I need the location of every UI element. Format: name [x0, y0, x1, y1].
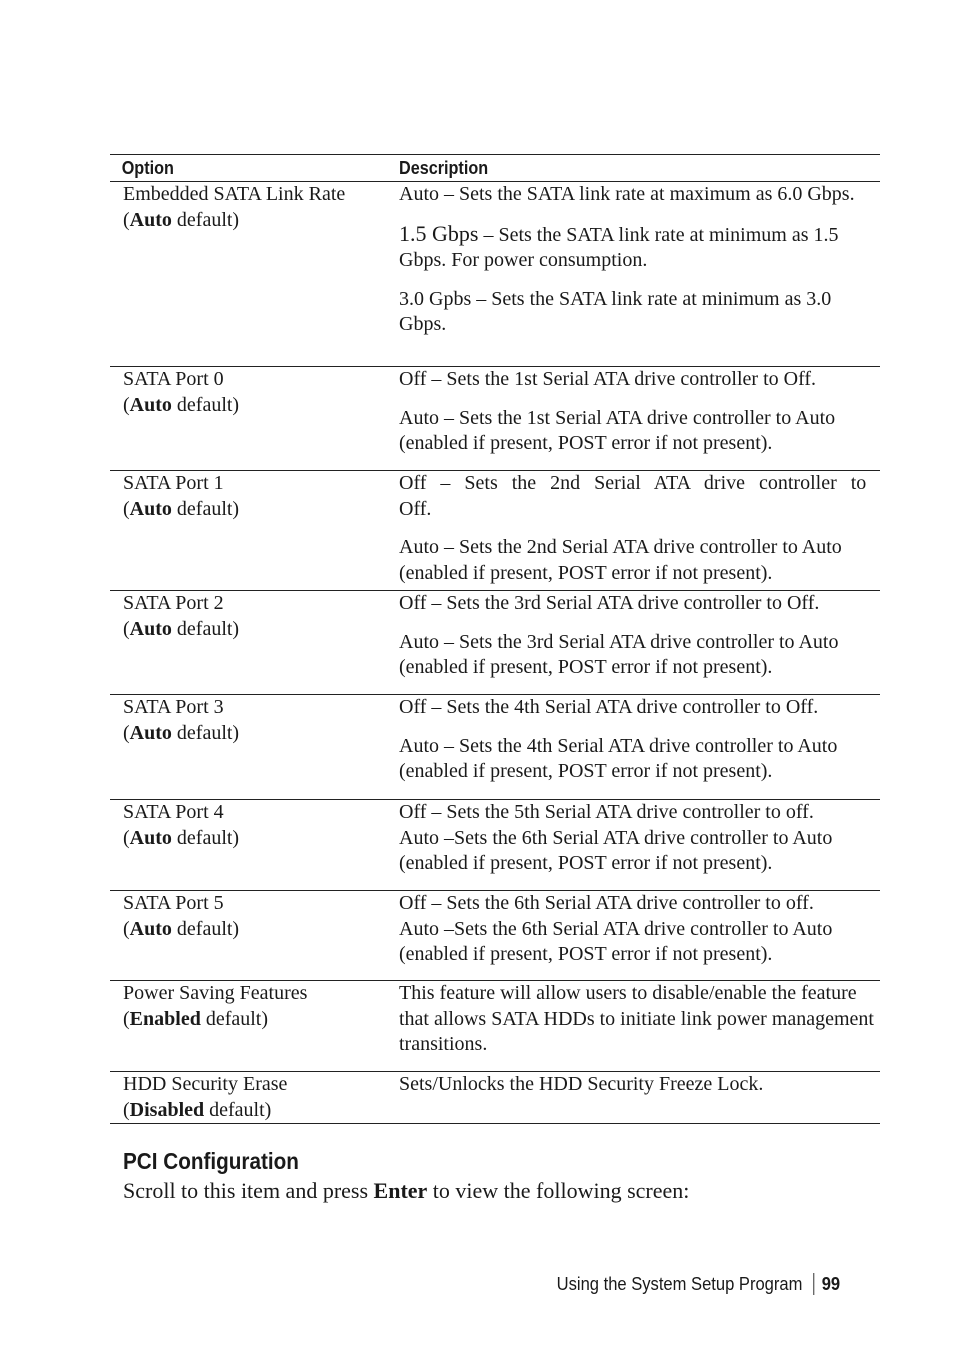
- table-row: [110, 1072, 880, 1124]
- default-suffix: default): [205, 1007, 269, 1030]
- option-cell: [110, 891, 399, 980]
- default-value: Enabled: [129, 1007, 201, 1030]
- description-cell: [399, 1072, 880, 1123]
- description-line: Sets/Unlocks the HDD Security Freeze Lock.: [399, 1073, 764, 1095]
- option-default: (Auto default): [123, 497, 240, 520]
- description-lead: 1.5 Gbps: [399, 220, 479, 246]
- description-line: Off – Sets the 6th Serial ATA drive controller to off.: [399, 892, 814, 914]
- page-number: 99: [821, 1274, 840, 1294]
- option-name: Power Saving Features: [123, 982, 308, 1004]
- description-cell: [399, 800, 880, 890]
- default-value: Auto: [129, 721, 172, 744]
- description-cell: [399, 182, 880, 366]
- table-row: [110, 367, 880, 471]
- footer-chapter-title: Using the System Setup Program: [556, 1274, 803, 1294]
- default-suffix: default): [209, 1098, 272, 1121]
- description-line: Off – Sets the 5th Serial ATA drive controller to off.: [399, 801, 814, 823]
- default-suffix: default): [176, 208, 240, 231]
- description-line: 3.0 Gpbs – Sets the SATA link rate at minimum as 3.0 Gbps.: [399, 287, 832, 336]
- page-footer: [556, 1272, 840, 1296]
- option-name: HDD Security Erase: [123, 1073, 288, 1095]
- default-value: Auto: [129, 617, 172, 640]
- option-name: SATA Port 5: [123, 892, 224, 914]
- default-value: Disabled: [129, 1098, 205, 1121]
- default-value: Auto: [129, 393, 172, 416]
- option-name: SATA Port 0: [123, 368, 224, 390]
- default-suffix: default): [176, 826, 240, 849]
- table-row: [110, 182, 880, 367]
- table-row: [110, 471, 880, 591]
- description-rest: – Sets the SATA link rate at minimum as 1.5 Gbps. For power consumption.: [399, 223, 839, 272]
- option-name: SATA Port 2: [123, 592, 224, 614]
- footer-divider: [813, 1273, 814, 1295]
- description-cell: [399, 471, 880, 590]
- option-cell: [110, 591, 399, 694]
- description-line: Auto – Sets the 3rd Serial ATA drive controller to Auto (enabled if present, POST error if not present).: [399, 630, 839, 679]
- option-default: (Disabled default): [123, 1098, 272, 1121]
- option-default: (Auto default): [123, 826, 240, 849]
- section-heading: PCI Configuration: [123, 1148, 299, 1174]
- table-header: [110, 155, 880, 182]
- option-cell: [110, 471, 399, 590]
- default-value: Auto: [129, 826, 172, 849]
- option-cell: [110, 695, 399, 799]
- description-line: Auto –Sets the 6th Serial ATA drive controller to Auto (enabled if present, POST error if not present).: [399, 826, 833, 875]
- table-row: [110, 591, 880, 695]
- table-row: [110, 800, 880, 891]
- description-cell: [399, 981, 880, 1071]
- description-line: Off – Sets the 2nd Serial ATA drive controller to Off.: [399, 472, 867, 520]
- default-value: Auto: [129, 497, 172, 520]
- table-row: [110, 891, 880, 981]
- description-cell: [399, 695, 880, 799]
- option-cell: [110, 1072, 399, 1123]
- option-default: (Auto default): [123, 721, 240, 744]
- option-name: Embedded SATA Link Rate: [123, 183, 346, 205]
- option-cell: [110, 800, 399, 890]
- option-cell: [110, 981, 399, 1071]
- description-line: Auto – Sets the 2nd Serial ATA drive controller to Auto (enabled if present, POST error if not present).: [399, 536, 842, 584]
- description-line: Off – Sets the 3rd Serial ATA drive controller to Off.: [399, 592, 820, 614]
- option-default: (Auto default): [123, 917, 240, 940]
- description-line: Auto – Sets the 4th Serial ATA drive controller to Auto (enabled if present, POST error if not present).: [399, 734, 838, 783]
- option-name: SATA Port 3: [123, 696, 224, 718]
- option-default: (Auto default): [123, 617, 240, 640]
- option-cell: [110, 182, 399, 366]
- default-suffix: default): [176, 917, 240, 940]
- description-line: Off – Sets the 4th Serial ATA drive controller to Off.: [399, 696, 819, 718]
- section-body: [123, 1177, 689, 1205]
- default-value: Auto: [129, 917, 172, 940]
- section-body-prefix: Scroll to this item and press: [123, 1178, 369, 1203]
- section-body-suffix: to view the following screen:: [432, 1178, 690, 1203]
- option-default: (Enabled default): [123, 1007, 269, 1030]
- description-line: [399, 221, 874, 274]
- description-line: This feature will allow users to disable/enable the feature that allows SATA HDDs to initiate link power management transitions.: [399, 982, 874, 1056]
- description-line: Auto – Sets the SATA link rate at maximum as 6.0 Gbps.: [399, 183, 855, 205]
- option-name: SATA Port 1: [123, 472, 224, 494]
- description-cell: [399, 891, 880, 980]
- option-default: (Auto default): [123, 393, 240, 416]
- default-suffix: default): [176, 497, 240, 520]
- table-row: [110, 981, 880, 1072]
- option-default: (Auto default): [123, 208, 240, 231]
- header-option: Option: [121, 158, 174, 178]
- default-suffix: default): [176, 393, 240, 416]
- table-row: [110, 695, 880, 800]
- options-table: [110, 154, 880, 1124]
- description-line: Auto –Sets the 6th Serial ATA drive controller to Auto (enabled if present, POST error if not present).: [399, 917, 833, 966]
- option-cell: [110, 367, 399, 470]
- header-description: Description: [399, 158, 489, 178]
- default-suffix: default): [176, 721, 240, 744]
- option-name: SATA Port 4: [123, 801, 224, 823]
- description-cell: [399, 367, 880, 470]
- description-cell: [399, 591, 880, 694]
- description-line: Off – Sets the 1st Serial ATA drive controller to Off.: [399, 368, 817, 390]
- default-suffix: default): [176, 617, 240, 640]
- default-value: Auto: [129, 208, 172, 231]
- description-line: Auto – Sets the 1st Serial ATA drive controller to Auto (enabled if present, POST error if not present).: [399, 406, 836, 455]
- enter-key-label: Enter: [373, 1178, 428, 1203]
